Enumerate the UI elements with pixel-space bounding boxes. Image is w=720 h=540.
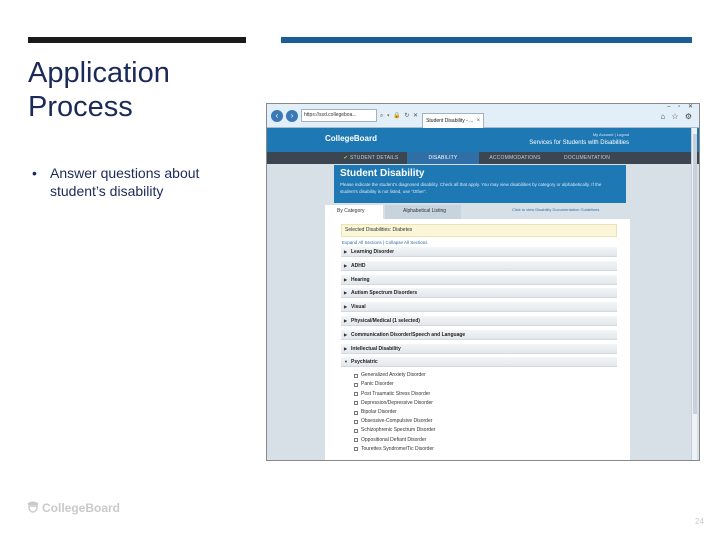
list-item[interactable]: Bipolar Disorder <box>354 408 620 417</box>
triangle-right-icon: ▶ <box>344 249 348 254</box>
bullet-dot-icon: • <box>32 165 37 181</box>
triangle-right-icon: ▶ <box>344 276 348 282</box>
bullet-item <box>32 164 252 200</box>
list-item[interactable]: Post Traumatic Stress Disorder <box>354 390 620 399</box>
scrollbar-thumb[interactable] <box>693 134 697 414</box>
category-row[interactable]: ▶ Communication Disorder/Speech and Language <box>341 330 617 340</box>
triangle-right-icon: ▶ <box>344 304 348 310</box>
checkbox[interactable] <box>354 420 358 424</box>
checkbox[interactable] <box>354 383 358 387</box>
list-item[interactable]: Obsessive-Compulsive Disorder <box>354 417 620 426</box>
embedded-browser-screenshot <box>266 103 700 461</box>
triangle-right-icon: ▶ <box>344 290 348 296</box>
bullet-text: Answer questions about student’s disability <box>50 165 200 199</box>
tab-by-category[interactable]: By Category <box>325 205 383 219</box>
triangle-down-icon: ▼ <box>344 359 348 365</box>
category-row-expanded[interactable]: ▼ Psychiatric <box>341 357 617 367</box>
toolbar-icons[interactable]: ⌂ ☆ ⚙ <box>660 112 694 121</box>
triangle-right-icon: ▶ <box>344 331 348 337</box>
back-icon[interactable]: ‹ <box>271 110 283 122</box>
panel-description: Please indicate the student’s diagnosed disability. Check all that apply. You may view disabilities by category or alphabetically. If the student’s disability is not listed, use “Other”. <box>340 182 602 194</box>
category-row[interactable]: ▶ Intellectual Disability <box>341 344 617 354</box>
window-controls[interactable]: – ▫ ✕ <box>667 104 696 110</box>
checkbox[interactable] <box>354 438 358 442</box>
step-disability[interactable]: DISABILITY <box>407 152 479 164</box>
checkbox[interactable] <box>354 447 358 451</box>
category-row[interactable]: ▶ Visual <box>341 302 617 312</box>
triangle-right-icon: ▶ <box>344 345 348 351</box>
check-icon: ✔ <box>343 155 348 161</box>
step-student-details[interactable]: ✔ STUDENT DETAILS <box>343 155 399 161</box>
list-item[interactable]: Schizophrenic Spectrum Disorder <box>354 426 620 435</box>
list-item[interactable]: Tourettes Syndrome/Tic Disorder <box>354 445 620 454</box>
page-number: 24 <box>695 517 704 526</box>
category-row[interactable]: ▶ Learning Disorder <box>341 247 617 257</box>
scrollbar[interactable] <box>691 128 697 461</box>
checkbox[interactable] <box>354 411 358 415</box>
browser-tab[interactable] <box>422 113 484 128</box>
step-documentation[interactable]: DOCUMENTATION <box>563 155 611 161</box>
checkbox[interactable] <box>354 401 358 405</box>
category-row[interactable]: ▶ ADHD <box>341 261 617 271</box>
account-links[interactable]: My Account | Logout <box>592 132 629 137</box>
category-row[interactable]: ▶ Hearing <box>341 275 617 285</box>
site-logo[interactable]: CollegeBoard <box>325 134 378 143</box>
list-item[interactable]: Depression/Depressive Disorder <box>354 399 620 408</box>
student-disability-panel <box>334 165 626 203</box>
acorn-icon <box>26 500 40 515</box>
checkbox[interactable] <box>354 392 358 396</box>
content-area <box>267 164 700 461</box>
tab-alphabetical[interactable]: Alphabetical Listing <box>385 205 461 219</box>
forward-icon[interactable]: › <box>286 110 298 122</box>
checkbox[interactable] <box>354 429 358 433</box>
triangle-right-icon: ▶ <box>344 262 348 268</box>
list-item[interactable]: Oppositional Defiant Disorder <box>354 435 620 444</box>
tab-title: Student Disability - ... <box>426 117 474 124</box>
list-item[interactable]: Generalized Anxiety Disorder <box>354 371 620 380</box>
title-rule-blue <box>281 37 692 43</box>
panel-tabs <box>325 205 461 219</box>
checkbox[interactable] <box>354 374 358 378</box>
step-navigation <box>267 152 699 164</box>
title-rule-dark <box>28 37 246 43</box>
address-icons[interactable]: ⌕ ▾ 🔒 ↻ ✕ <box>380 112 420 119</box>
selected-disabilities: Selected Disabilities: Diabetes <box>341 224 617 237</box>
triangle-right-icon: ▶ <box>344 317 348 323</box>
panel-title: Student Disability <box>340 168 425 179</box>
service-title: Services for Students with Disabilities <box>529 140 629 146</box>
list-item[interactable]: Panic Disorder <box>354 380 620 389</box>
site-header <box>267 128 699 152</box>
browser-chrome <box>267 104 699 128</box>
psychiatric-items <box>341 371 620 454</box>
category-row[interactable]: ▶ Physical/Medical (1 selected) <box>341 316 617 326</box>
address-bar[interactable]: https://ssd.collegeboa... <box>301 109 377 122</box>
footer-logo <box>26 500 120 515</box>
close-icon[interactable]: × <box>476 117 481 124</box>
slide-title: Application Process <box>28 57 170 123</box>
documentation-link[interactable]: Click to view Disability Documentation Guidelines <box>512 207 600 212</box>
expand-collapse-links[interactable]: Expand All Sections | Collapse All Sections <box>342 240 428 245</box>
category-row[interactable]: ▶ Autism Spectrum Disorders <box>341 288 617 298</box>
footer-logo-text: CollegeBoard <box>42 500 121 515</box>
step-accommodations[interactable]: ACCOMMODATIONS <box>489 155 541 161</box>
disability-list-panel <box>325 219 630 461</box>
